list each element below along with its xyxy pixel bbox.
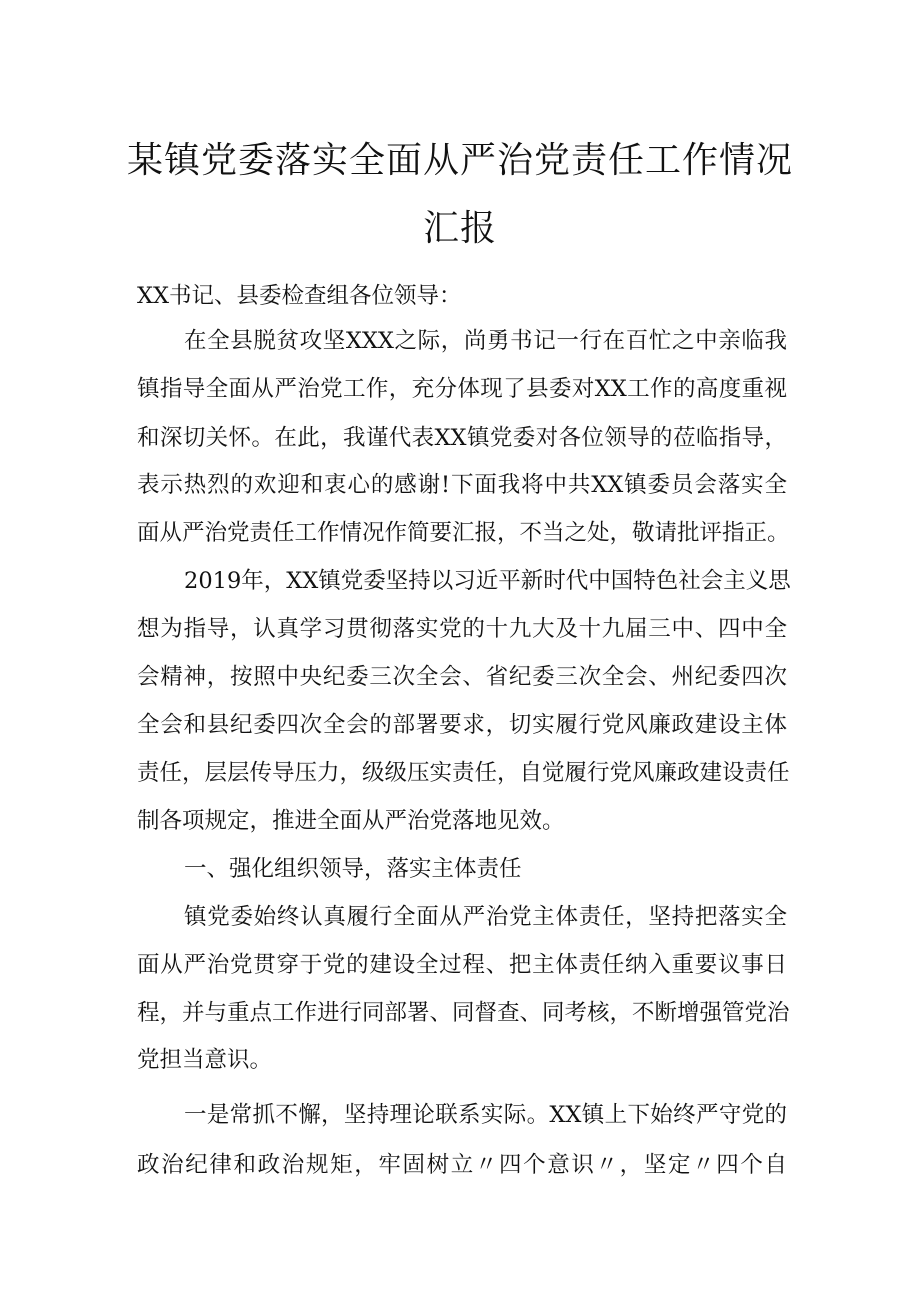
- body-line: 政治纪律和政治规矩，牢固树立〃四个意识〃，坚定〃四个自: [137, 1152, 787, 1178]
- body-line: 制各项规定，推进全面从严治党落地见效。: [137, 808, 565, 834]
- body-line: 和深切关怀。在此，我谨代表XX镇党委对各位领导的莅临指导，: [137, 425, 787, 451]
- body-line: 表示热烈的欢迎和衷心的感谢!下面我将中共XX镇委员会落实全: [137, 472, 787, 498]
- document-title-line-1: 某镇党委落实全面从严治党责任工作情况: [126, 140, 793, 181]
- body-line: 在全县脱贫攻坚XXX之际，尚勇书记一行在百忙之中亲临我: [184, 328, 787, 354]
- body-line: 镇指导全面从严治党工作，充分体现了县委对XX工作的高度重视: [137, 376, 787, 402]
- document-title-line-2: 汇报: [422, 208, 497, 249]
- body-line: 程，并与重点工作进行同部署、同督查、同考核，不断增强管党治: [137, 1000, 790, 1026]
- body-line: 镇党委始终认真履行全面从严治党主体责任，坚持把落实全: [184, 904, 787, 930]
- body-line: 面从严治党责任工作情况作简要汇报，不当之处，敬请批评指正。: [137, 520, 790, 546]
- body-line: 2019年，XX镇党委坚持以习近平新时代中国特色社会主义思: [184, 568, 791, 594]
- section-heading: 一、强化组织领导，落实主体责任: [184, 856, 522, 882]
- body-line: 责任，层层传导压力，级级压实责任，自觉履行党风廉政建设责任: [137, 760, 790, 786]
- salutation: XX书记、县委检查组各位领导：: [137, 283, 462, 309]
- body-line: 党担当意识。: [137, 1047, 273, 1073]
- body-line: 面从严治党贯穿于党的建设全过程、把主体责任纳入重要议事日: [137, 952, 787, 978]
- body-line: 全会和县纪委四次全会的部署要求，切实履行党风廉政建设主体: [137, 712, 787, 738]
- body-line: 想为指导，认真学习贯彻落实党的十九大及十九届三中、四中全: [137, 616, 787, 642]
- body-line: 一是常抓不懈，坚持理论联系实际。XX镇上下始终严守党的: [184, 1102, 787, 1128]
- body-line: 会精神，按照中央纪委三次全会、省纪委三次全会、州纪委四次: [137, 664, 787, 690]
